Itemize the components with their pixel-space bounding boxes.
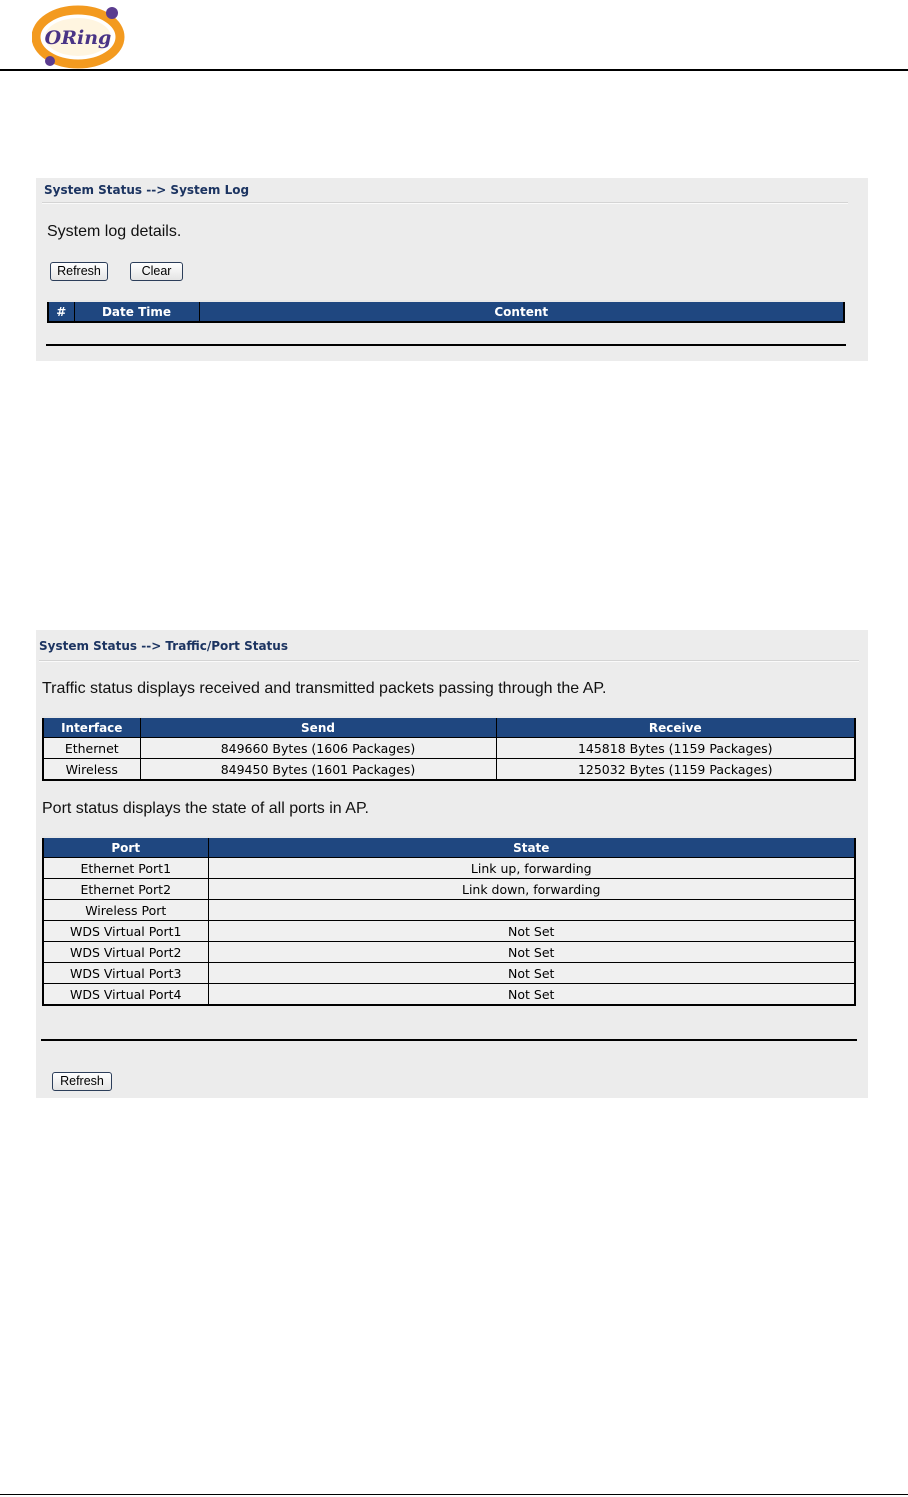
column-header-content: Content: [199, 301, 844, 322]
port-cell: Ethernet Port2: [43, 879, 208, 900]
refresh-button[interactable]: Refresh: [52, 1072, 112, 1091]
state-cell: Not Set: [208, 921, 855, 942]
column-header-number: #: [48, 301, 74, 322]
traffic-port-panel: [36, 630, 868, 1098]
state-cell: [208, 900, 855, 921]
port-cell: Ethernet Port1: [43, 858, 208, 879]
state-cell: Not Set: [208, 963, 855, 984]
port-cell: WDS Virtual Port1: [43, 921, 208, 942]
traffic-table: [42, 716, 856, 781]
table-row: [43, 963, 855, 984]
column-header-interface: Interface: [43, 717, 140, 738]
state-cell: Not Set: [208, 942, 855, 963]
column-header-date-time: Date Time: [74, 301, 199, 322]
header-divider: [0, 69, 908, 71]
receive-cell: 145818 Bytes (1159 Packages): [496, 738, 855, 759]
state-cell: Link down, forwarding: [208, 879, 855, 900]
logo-text: ORing: [44, 27, 112, 49]
send-cell: 849660 Bytes (1606 Packages): [140, 738, 496, 759]
table-header-row: [43, 837, 855, 858]
send-cell: 849450 Bytes (1601 Packages): [140, 759, 496, 781]
port-cell: WDS Virtual Port2: [43, 942, 208, 963]
system-log-panel: [36, 178, 868, 361]
table-row: [43, 984, 855, 1006]
clear-button[interactable]: Clear: [130, 262, 183, 281]
interface-cell: Wireless: [43, 759, 140, 781]
system-log-bottom-divider: [46, 344, 846, 346]
table-row: [43, 858, 855, 879]
breadcrumb-divider: [42, 202, 848, 204]
system-log-table: [47, 300, 845, 323]
state-cell: Not Set: [208, 984, 855, 1006]
column-header-receive: Receive: [496, 717, 855, 738]
receive-cell: 125032 Bytes (1159 Packages): [496, 759, 855, 781]
table-row: [43, 942, 855, 963]
system-log-breadcrumb: System Status --> System Log: [44, 183, 250, 197]
port-status-description: Port status displays the state of all ports in AP.: [42, 800, 369, 817]
table-row: [43, 759, 855, 781]
breadcrumb-divider: [39, 660, 859, 662]
traffic-description: Traffic status displays received and transmitted packets passing through the AP.: [42, 680, 607, 697]
port-status-table: [42, 836, 856, 1006]
table-header-row: [48, 301, 844, 322]
refresh-button[interactable]: Refresh: [50, 262, 108, 281]
column-header-state: State: [208, 837, 855, 858]
system-log-description: System log details.: [47, 223, 182, 240]
footer-divider: [0, 1494, 908, 1495]
traffic-bottom-divider: [41, 1039, 857, 1041]
state-cell: Link up, forwarding: [208, 858, 855, 879]
interface-cell: Ethernet: [43, 738, 140, 759]
port-cell: WDS Virtual Port4: [43, 984, 208, 1006]
port-cell: Wireless Port: [43, 900, 208, 921]
table-row: [43, 900, 855, 921]
traffic-breadcrumb: System Status --> Traffic/Port Status: [39, 639, 288, 653]
table-row: [43, 738, 855, 759]
table-header-row: [43, 717, 855, 738]
oring-logo: [32, 3, 128, 69]
table-row: [43, 879, 855, 900]
table-row: [43, 921, 855, 942]
column-header-port: Port: [43, 837, 208, 858]
column-header-send: Send: [140, 717, 496, 738]
port-cell: WDS Virtual Port3: [43, 963, 208, 984]
